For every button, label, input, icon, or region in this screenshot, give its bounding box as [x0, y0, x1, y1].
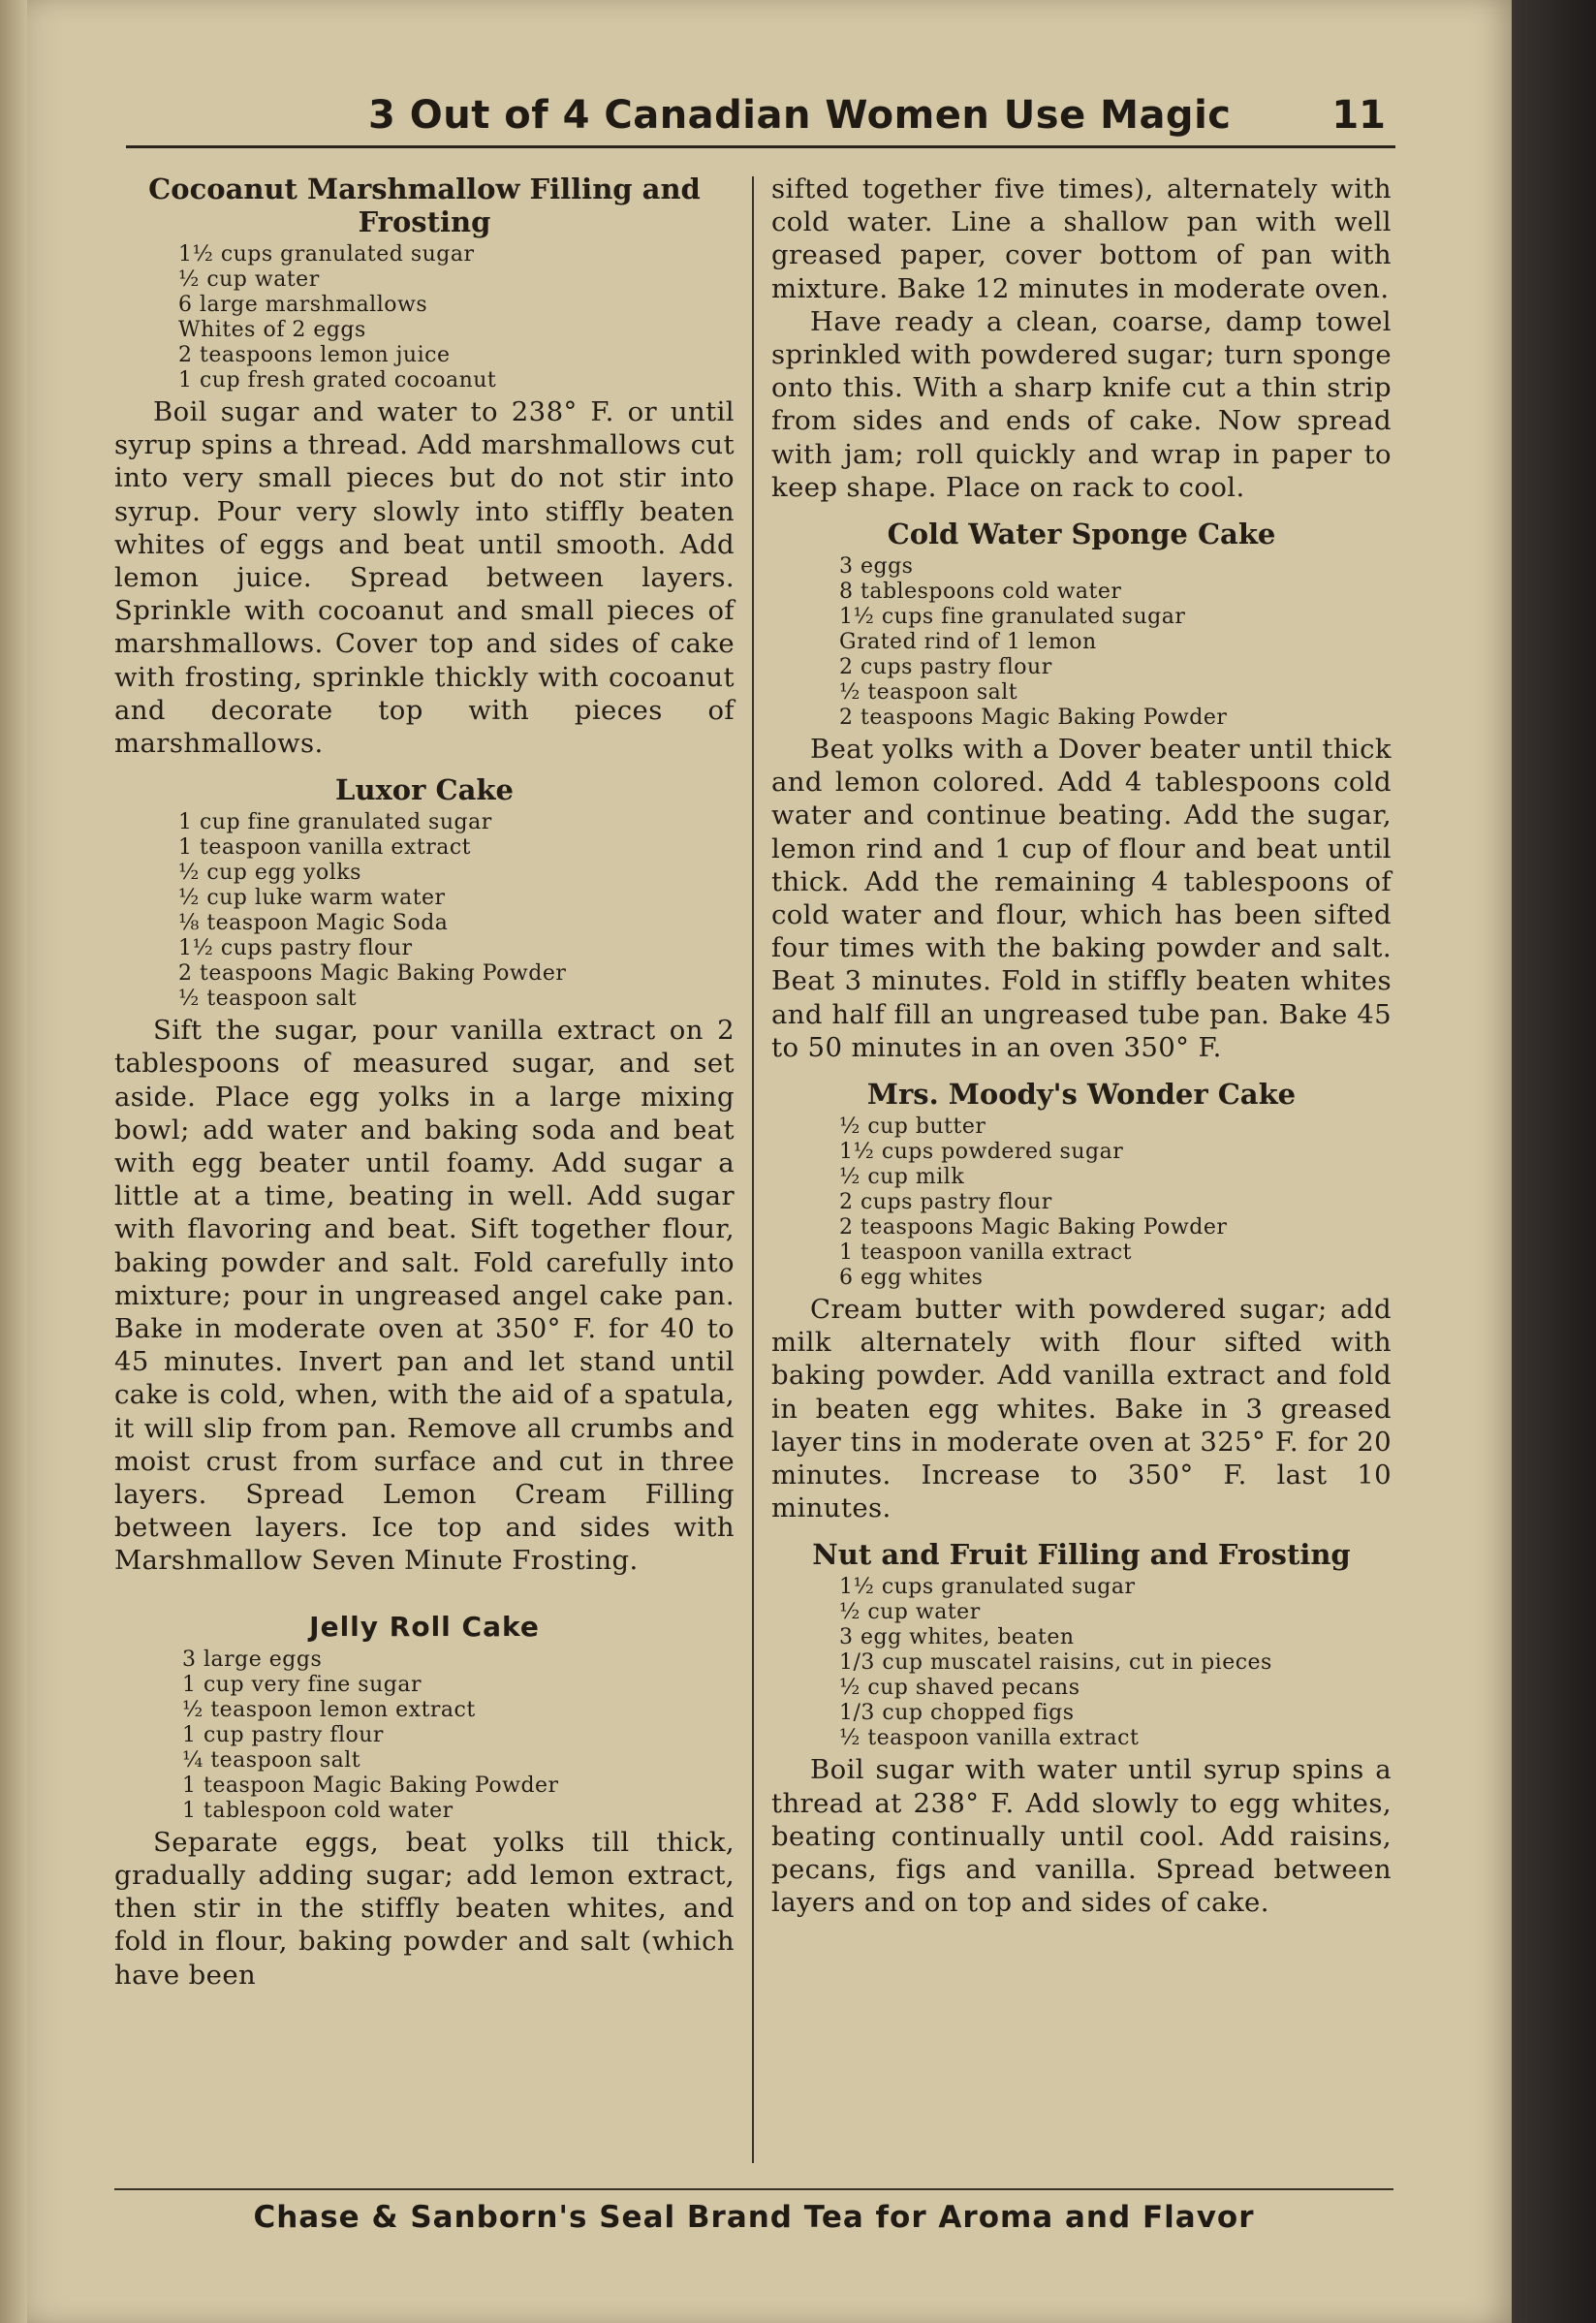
ingredient-item: 1/3 cup muscatel raisins, cut in pieces — [839, 1650, 1272, 1676]
ingredient-item: ½ cup water — [839, 1600, 981, 1625]
recipe-directions: Beat yolks with a Dover beater until thick and lemon colored. Add 4 tablespoons cold water and continue beating. Add the sugar, lemon rind and 1 cup of flour and beat until thick. Add the remaining 4 tablespoons of cold water and flour, which has been sifted four times with the baking powder and salt. Beat 3 minutes. Fold in stiffly beaten whites and half fill an ungreased tube pan. Bake 45 to 50 minutes in an oven 350° F. — [771, 734, 1392, 1063]
ingredient-item: 1/3 cup chopped figs — [839, 1701, 1075, 1726]
ingredient-item: 2 cups pastry flour — [839, 1190, 1052, 1215]
recipe-directions: Have ready a clean, coarse, damp towel sprinkled with powdered sugar; turn sponge onto this. With a sharp knife cut a thin strip from sides and ends of cake. Now spread with jam; roll quickly and wrap in paper to keep shape. Place on rack to cool. — [771, 305, 1392, 503]
ingredient-item: ½ cup shaved pecans — [839, 1676, 1080, 1701]
recipe-jelly-roll-cake — [114, 1611, 735, 1992]
spacer — [771, 504, 1392, 518]
ingredient-item: ½ teaspoon lemon extract — [182, 1697, 476, 1722]
page-title: 3 Out of 4 Canadian Women Use Magic — [368, 93, 1232, 138]
ingredient-list — [114, 242, 735, 393]
recipe-cold-water-sponge-cake — [771, 518, 1392, 1064]
recipe-cocoanut-marshmallow-filling — [114, 173, 735, 760]
ingredient-item: 3 egg whites, beaten — [839, 1625, 1075, 1650]
ingredient-item: ½ teaspoon salt — [178, 987, 358, 1012]
ingredient-item: 2 teaspoons Magic Baking Powder — [839, 706, 1228, 731]
ingredient-item: 1 cup very fine sugar — [182, 1672, 422, 1697]
ingredient-item: 2 cups pastry flour — [839, 655, 1052, 680]
background-edge — [1512, 0, 1596, 2323]
ingredient-item: ⅛ teaspoon Magic Soda — [178, 911, 449, 936]
ingredient-item: 6 egg whites — [839, 1266, 984, 1291]
ingredient-item: 1½ cups granulated sugar — [839, 1575, 1136, 1600]
recipe-mrs-moodys-wonder-cake — [771, 1078, 1392, 1524]
ingredient-item: 2 teaspoons Magic Baking Powder — [839, 1215, 1228, 1240]
recipe-directions: sifted together five times), alternately with cold water. Line a shallow pan with well greased paper, cover bottom of pan with mixture. Bake 12 minutes in moderate oven. — [771, 173, 1392, 304]
ingredient-item: 2 teaspoons Magic Baking Powder — [178, 961, 567, 987]
ingredient-item: ½ cup water — [178, 267, 320, 292]
ingredient-list — [771, 1575, 1392, 1751]
ingredient-item: ¼ teaspoon salt — [182, 1747, 361, 1773]
ingredient-item: ½ cup milk — [839, 1165, 965, 1190]
recipe-title: Nut and Fruit Filling and Frosting — [812, 1538, 1351, 1572]
ingredient-item: 1½ cups granulated sugar — [178, 242, 475, 267]
column-divider — [752, 176, 754, 2163]
ingredient-list — [114, 1648, 735, 1824]
spacer — [114, 1578, 735, 1611]
page-number: 11 — [1331, 93, 1386, 138]
recipe-directions: Separate eggs, beat yolks till thick, gradually adding sugar; add lemon extract, then stir in the stiffly beaten whites, and fold in flour, baking powder and salt (which have been — [114, 1826, 735, 1991]
spacer — [771, 1524, 1392, 1538]
ingredient-item: 3 eggs — [839, 554, 914, 580]
recipe-nut-and-fruit-filling — [771, 1538, 1392, 1919]
right-column — [771, 173, 1392, 1920]
ingredient-item: 1 cup pastry flour — [182, 1722, 384, 1747]
ingredient-item: 1½ cups powdered sugar — [839, 1140, 1124, 1165]
ingredient-item: ½ cup egg yolks — [178, 861, 361, 886]
recipe-title: Jelly Roll Cake — [309, 1610, 540, 1643]
ingredient-item: Whites of 2 eggs — [178, 318, 366, 342]
page-footer: Chase & Sanborn's Seal Brand Tea for Aroma and Flavor — [253, 2200, 1255, 2235]
ingredient-item: 1 teaspoon Magic Baking Powder — [182, 1773, 559, 1798]
recipe-jelly-roll-cake-continued — [771, 173, 1392, 504]
recipe-directions: Cream butter with powdered sugar; add milk alternately with flour sifted with baking powder. Add vanilla extract and fold in beaten egg whites. Bake in 3 greased layer tins in moderate oven at 325° F. for 20 minutes. Increase to 350° F. last 10 minutes. — [771, 1294, 1392, 1524]
recipe-title: Mrs. Moody's Wonder Cake — [866, 1078, 1297, 1112]
ingredient-item: 1 teaspoon vanilla extract — [178, 835, 471, 861]
recipe-directions: Boil sugar and water to 238° F. or until syrup spins a thread. Add marshmallows cut into very small pieces but do not stir into syrup. Pour very slowly into stiffly beaten whites of eggs and beat until smooth. Add lemon juice. Spread between layers. Sprinkle with cocoanut and small pieces of marshmallows. Cover top and sides of cake with frosting, sprinkle thickly with cocoanut and decorate top with pieces of marshmallows. — [114, 396, 735, 760]
spacer — [114, 760, 735, 773]
ingredient-item: 1 cup fresh grated cocoanut — [178, 368, 497, 392]
recipe-luxor-cake — [114, 773, 735, 1577]
ingredient-item: 1½ cups pastry flour — [178, 936, 413, 961]
page-spine-shadow — [0, 0, 27, 2323]
recipe-directions: Sift the sugar, pour vanilla extract on 2 tablespoons of measured sugar, and set aside. Place egg yolks in a large mixing bowl; add water and baking soda and beat with egg beater until foamy. Add sugar a little at a time, beating in well. Add sugar with flavoring and beat. Sift together flour, baking powder and salt. Fold carefully into mixture; pour in ungreased angel cake pan. Bake in moderate oven at 350° F. for 40 to 45 minutes. Invert pan and let stand until cake is cold, when, with the aid of a spatula, it will slip from pan. Remove all crumbs and moist crust from surface and cut in three layers. Spread Lemon Cream Filling between layers. Ice top and sides with Marshmallow Seven Minute Frosting. — [114, 1015, 735, 1577]
recipe-directions: Boil sugar with water until syrup spins a thread at 238° F. Add slowly to egg whites, beating continually until cool. Add raisins, pecans, figs and vanilla. Spread between layers and on top and sides of cake. — [771, 1754, 1392, 1919]
ingredient-item: ½ cup luke warm water — [178, 886, 446, 911]
recipe-title: Luxor Cake — [335, 773, 514, 807]
ingredient-item: Grated rind of 1 lemon — [839, 630, 1097, 655]
ingredient-item: 1½ cups fine granulated sugar — [839, 605, 1186, 630]
left-column — [114, 173, 735, 1992]
ingredient-item: 1 tablespoon cold water — [182, 1798, 454, 1823]
ingredient-item: ½ teaspoon salt — [839, 680, 1018, 706]
footer-rule — [114, 2188, 1393, 2190]
ingredient-item: 2 teaspoons lemon juice — [178, 343, 451, 367]
ingredient-item: 6 large marshmallows — [178, 293, 428, 317]
spacer — [771, 1064, 1392, 1078]
page-header — [126, 89, 1395, 148]
recipe-title: Cold Water Sponge Cake — [887, 518, 1276, 551]
ingredient-list — [771, 554, 1392, 731]
ingredient-item: 3 large eggs — [182, 1647, 323, 1672]
ingredient-item: 1 cup fine granulated sugar — [178, 810, 492, 835]
recipe-title: Cocoanut Marshmallow Filling and Frosting — [148, 173, 701, 238]
ingredient-list — [114, 810, 735, 1012]
ingredient-item: ½ teaspoon vanilla extract — [839, 1726, 1140, 1751]
ingredient-item: 1 teaspoon vanilla extract — [839, 1240, 1132, 1266]
ingredient-item: ½ cup butter — [839, 1114, 986, 1140]
ingredient-item: 8 tablespoons cold water — [839, 580, 1122, 605]
ingredient-list — [771, 1114, 1392, 1291]
